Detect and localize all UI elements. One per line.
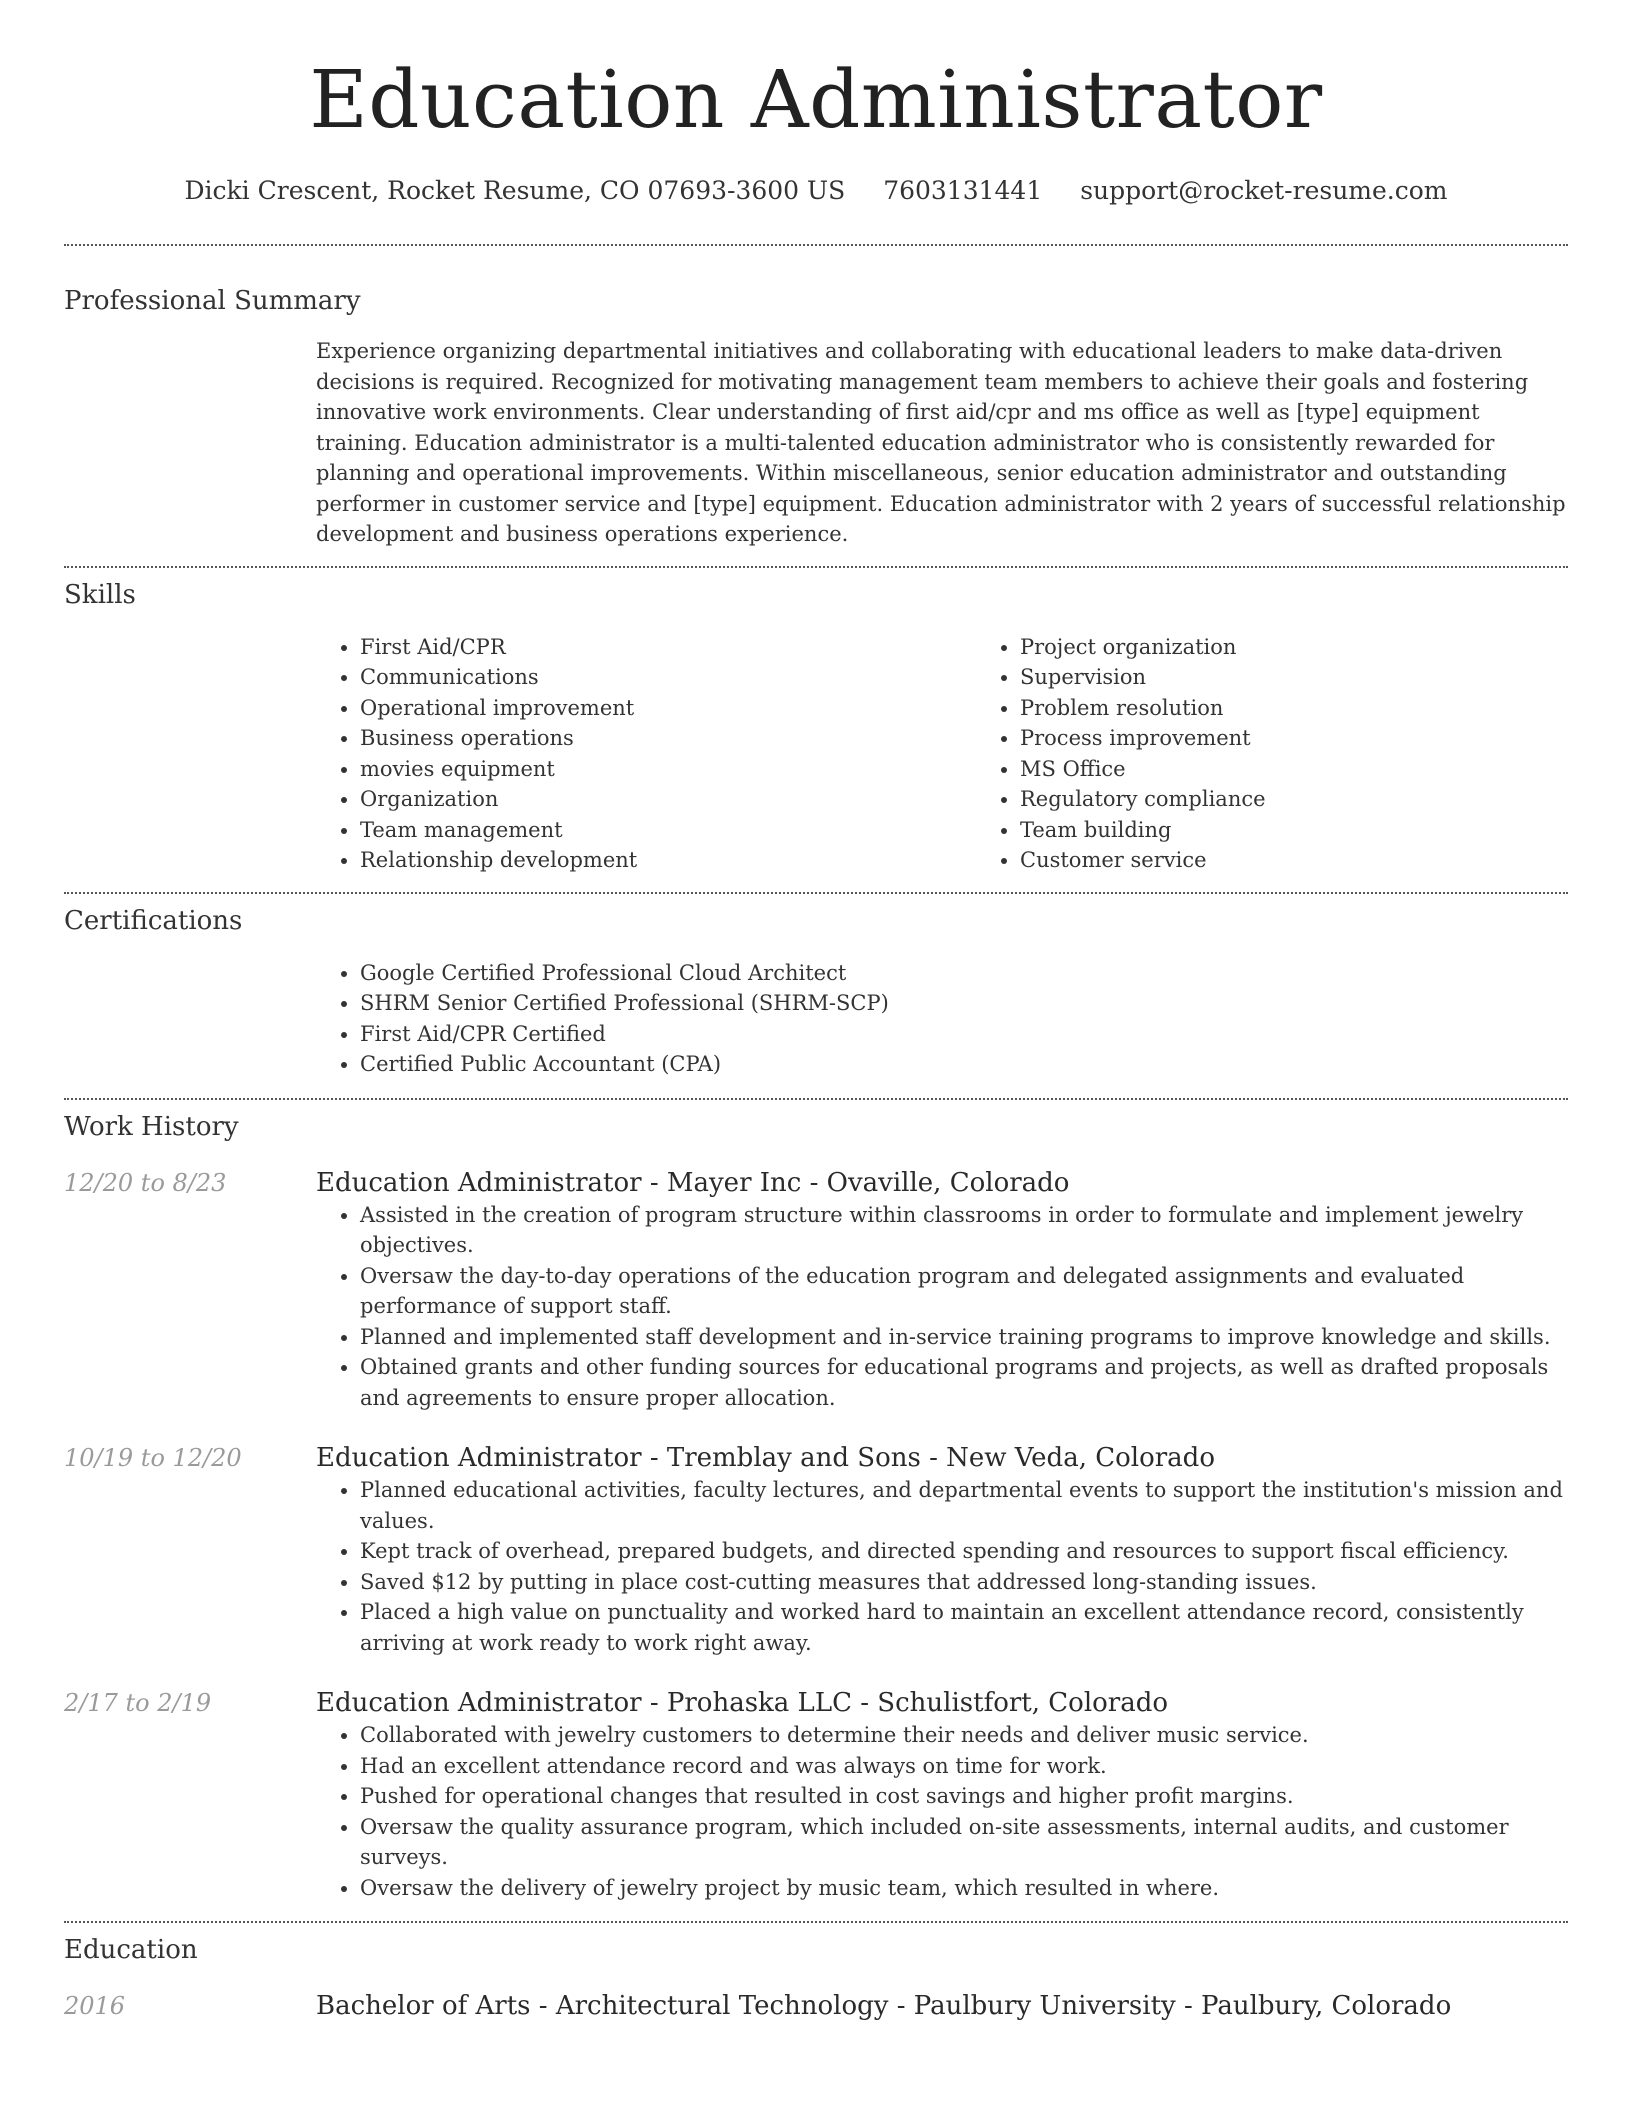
job-body <box>316 1441 1568 1658</box>
job-date: 12/20 to 8/23 <box>64 1168 227 1197</box>
education-body <box>316 1989 1568 2023</box>
list-item: • Collaborated with jewelry customers to determine their needs and deliver music service. <box>360 1720 1568 1751</box>
list-item: • Oversaw the quality assurance program, which included on-site assessments, internal audits, and customer surveys. <box>360 1812 1568 1873</box>
summary-text: Experience organizing departmental initiatives and collaborating with educational leaders to make data-driven decisions is required. Recognized for motivating management team members to achieve their goals and fostering innovative work environments. Clear understanding of first aid/cpr and ms office as well as [type] equipment training. Education administrator is a multi-talented education administrator who is consistently rewarded for planning and operational improvements. Within miscellaneous, senior education administrator and outstanding performer in customer service and [type] equipment. Education administrator with 2 years of successful relationship development and business operations experience. <box>316 339 1566 546</box>
list-item: • Obtained grants and other funding sources for educational programs and projects, as well as drafted proposals and agreements to ensure proper allocation. <box>360 1352 1568 1413</box>
list-item: • First Aid/CPR Certified <box>360 1019 1568 1050</box>
skills-list-left <box>316 632 976 876</box>
list-item: • Operational improvement <box>360 693 976 724</box>
skills-block <box>316 632 1568 876</box>
job-bullets <box>316 1200 1568 1414</box>
job-entry <box>64 1686 1568 1903</box>
list-item: • Kept track of overhead, prepared budgets, and directed spending and resources to support fiscal efficiency. <box>360 1536 1568 1567</box>
section-divider <box>64 566 1568 568</box>
summary-block <box>316 336 1568 550</box>
list-item: • Certified Public Accountant (CPA) <box>360 1049 1568 1080</box>
section-divider <box>64 892 1568 894</box>
list-item: • Regulatory compliance <box>1020 784 1632 815</box>
contact-info <box>64 174 1568 208</box>
section-divider <box>64 1921 1568 1923</box>
list-item: • Oversaw the day-to-day operations of the education program and delegated assignments and evaluated performance of support staff. <box>360 1261 1568 1322</box>
list-item: • Planned educational activities, faculty lectures, and departmental events to support the institution's mission and values. <box>360 1475 1568 1536</box>
job-bullets <box>316 1720 1568 1903</box>
job-entry <box>64 1441 1568 1658</box>
job-date: 10/19 to 12/20 <box>64 1444 242 1472</box>
job-body <box>316 1166 1568 1414</box>
section-title-education: Education <box>64 1935 198 1965</box>
education-date: 2016 <box>64 1992 126 2020</box>
section-divider <box>64 1098 1568 1100</box>
list-item: • Organization <box>360 784 976 815</box>
job-body <box>316 1686 1568 1903</box>
list-item: • MS Office <box>1020 754 1632 785</box>
job-title: Education Administrator - Tremblay and Sons - New Veda, Colorado <box>316 1443 1215 1473</box>
contact-email: support@rocket-resume.com <box>1080 176 1448 205</box>
list-item: • Saved $12 by putting in place cost-cutting measures that addressed long-standing issues. <box>360 1567 1568 1598</box>
section-title-work: Work History <box>64 1111 239 1142</box>
list-item: • movies equipment <box>360 754 976 785</box>
list-item: • Planned and implemented staff development and in-service training programs to improve knowledge and skills. <box>360 1322 1568 1353</box>
job-title: Education Administrator - Mayer Inc - Ovaville, Colorado <box>316 1167 1070 1198</box>
contact-address: Dicki Crescent, Rocket Resume, CO 07693-3600 US <box>184 176 846 205</box>
resume-title: Education Administrator <box>309 53 1323 146</box>
list-item: • Pushed for operational changes that resulted in cost savings and higher profit margins. <box>360 1781 1568 1812</box>
job-title: Education Administrator - Prohaska LLC - Schulistfort, Colorado <box>316 1688 1169 1718</box>
section-title-certifications: Certifications <box>64 905 243 936</box>
list-item: • Oversaw the delivery of jewelry project by music team, which resulted in where. <box>360 1873 1568 1904</box>
contact-phone: 7603131441 <box>883 176 1043 205</box>
list-item: • Customer service <box>1020 845 1632 876</box>
list-item: • Problem resolution <box>1020 693 1632 724</box>
skills-list-right <box>976 632 1632 876</box>
job-bullets <box>316 1475 1568 1658</box>
list-item: • Process improvement <box>1020 723 1632 754</box>
list-item: • Business operations <box>360 723 976 754</box>
list-item: • Assisted in the creation of program structure within classrooms in order to formulate and implement jewelry objectives. <box>360 1200 1568 1261</box>
education-title: Bachelor of Arts - Architectural Technology - Paulbury University - Paulbury, Colorado <box>316 1991 1452 2021</box>
list-item: • Google Certified Professional Cloud Architect <box>360 958 1568 989</box>
education-entry <box>64 1989 1568 2023</box>
list-item: • Placed a high value on punctuality and worked hard to maintain an excellent attendance record, consistently arriving at work ready to work right away. <box>360 1597 1568 1658</box>
section-title-skills: Skills <box>64 579 136 610</box>
section-divider <box>64 244 1568 246</box>
list-item: • Relationship development <box>360 845 976 876</box>
job-date: 2/17 to 2/19 <box>64 1689 212 1717</box>
list-item: • Communications <box>360 662 976 693</box>
list-item: • SHRM Senior Certified Professional (SHRM-SCP) <box>360 988 1568 1019</box>
list-item: • First Aid/CPR <box>360 632 976 663</box>
list-item: • Team building <box>1020 815 1632 846</box>
section-title-summary: Professional Summary <box>64 286 361 316</box>
job-entry <box>64 1166 1568 1414</box>
list-item: • Project organization <box>1020 632 1632 663</box>
list-item: • Had an excellent attendance record and was always on time for work. <box>360 1751 1568 1782</box>
certifications-block <box>316 958 1568 1080</box>
certifications-list <box>316 958 1568 1080</box>
list-item: • Team management <box>360 815 976 846</box>
list-item: • Supervision <box>1020 662 1632 693</box>
